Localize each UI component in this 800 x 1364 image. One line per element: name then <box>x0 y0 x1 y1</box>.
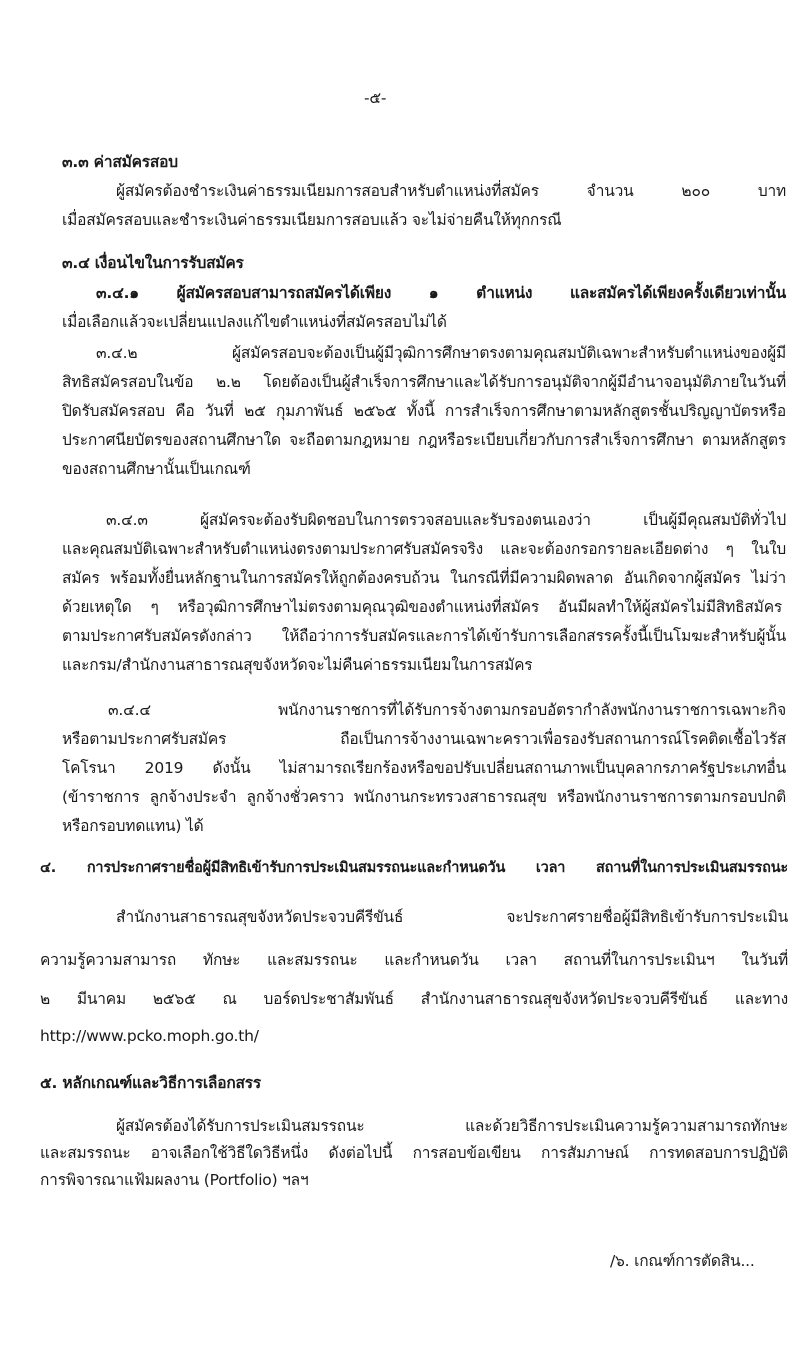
website-url: http://www.pcko.moph.go.th/ <box>40 1027 259 1045</box>
section-5-heading: ๕. หลักเกณฑ์และวิธีการเลือกสรร <box>40 1074 262 1092</box>
paragraph-line: ๓.๔.๔ พนักงานราชการที่ได้รับการจ้างตามกรอบอัตรากำลังพนักงานราชการเฉพาะกิจ <box>108 701 786 719</box>
section-4-heading: ๔. การประกาศรายชื่อผู้มีสิทธิเข้ารับการประเมินสมรรถนะและกำหนดวัน เวลา สถานที่ในการประเมินสมรรถนะ <box>40 860 788 876</box>
paragraph-line: (ข้าราชการ ลูกจ้างประจำ ลูกจ้างชั่วคราว พนักงานกระทรวงสาธารณสุข หรือพนักงานราชการตามกรอบปกติ <box>62 788 786 806</box>
paragraph-line: ตามประกาศรับสมัครดังกล่าว ให้ถือว่าการรับสมัครและการได้เข้ารับการเลือกสรรครั้งนี้เป็นโมฆะสำหรับผู้นั้น <box>62 627 786 645</box>
paragraph-line: เมื่อเลือกแล้วจะเปลี่ยนแปลงแก้ไขตำแหน่งที่สมัครสอบไม่ได้ <box>62 313 447 331</box>
section-3-4-heading: ๓.๔ เงื่อนไขในการรับสมัคร <box>62 254 244 272</box>
paragraph-line: ๓.๔.๑ ผู้สมัครสอบสามารถสมัครได้เพียง ๑ ตำแหน่ง และสมัครได้เพียงครั้งเดียวเท่านั้น <box>96 284 786 302</box>
section-3-3-heading: ๓.๓ ค่าสมัครสอบ <box>62 153 178 171</box>
paragraph-line: ความรู้ความสามารถ ทักษะ และสมรรถนะ และกำหนดวัน เวลา สถานที่ในการประเมินฯ ในวันที่ <box>40 951 788 969</box>
paragraph-line: หรือกรอบทดแทน) ได้ <box>62 817 204 835</box>
page-number: -๕- <box>364 89 387 107</box>
paragraph-line: เมื่อสมัครสอบและชำระเงินค่าธรรมเนียมการสอบแล้ว จะไม่จ่ายคืนให้ทุกกรณี <box>62 211 562 229</box>
paragraph-line: การพิจารณาแฟ้มผลงาน (Portfolio) ฯลฯ <box>40 1171 309 1189</box>
paragraph-line: ของสถานศึกษานั้นเป็นเกณฑ์ <box>62 460 251 478</box>
continuation-note: /๖. เกณฑ์การตัดสิน... <box>610 1252 755 1270</box>
paragraph-line: ๓.๔.๓ ผู้สมัครจะต้องรับผิดชอบในการตรวจสอบและรับรองตนเองว่า เป็นผู้มีคุณสมบัติทั่วไป <box>106 511 786 529</box>
paragraph-line: และคุณสมบัติเฉพาะสำหรับตำแหน่งตรงตามประกาศรับสมัครจริง และจะต้องกรอกรายละเอียดต่าง ๆ ในใบ <box>62 540 786 558</box>
paragraph-line: สิทธิสมัครสอบในข้อ ๒.๒ โดยต้องเป็นผู้สำเร็จการศึกษาและได้รับการอนุมัติจากผู้มีอำนาจอนุมัติภายในวันที่ <box>62 373 786 391</box>
paragraph-line: ปิดรับสมัครสอบ คือ วันที่ ๒๕ กุมภาพันธ์ ๒๕๖๕ ทั้งนี้ การสำเร็จการศึกษาตามหลักสูตรชั้นปริญญาบัตรหรือ <box>62 402 786 420</box>
paragraph-line: สำนักงานสาธารณสุขจังหวัดประจวบคีรีขันธ์ จะประกาศรายชื่อผู้มีสิทธิเข้ารับการประเมิน <box>116 908 788 926</box>
paragraph-line: ๓.๔.๒ ผู้สมัครสอบจะต้องเป็นผู้มีวุฒิการศึกษาตรงตามคุณสมบัติเฉพาะสำหรับตำแหน่งของผู้มี <box>96 344 786 362</box>
paragraph-line: ประกาศนียบัตรของสถานศึกษาใด จะถือตามกฎหมาย กฎหรือระเบียบเกี่ยวกับการสำเร็จการศึกษา ตามหลักสูตร <box>62 431 786 449</box>
paragraph-line: ผู้สมัครต้องได้รับการประเมินสมรรถนะ และด้วยวิธีการประเมินความรู้ความสามารถทักษะ <box>116 1117 788 1135</box>
paragraph-line: และกรม/สำนักงานสาธารณสุขจังหวัดจะไม่คืนค่าธรรมเนียมในการสมัคร <box>62 656 533 674</box>
paragraph-line: โคโรนา 2019 ดังนั้น ไม่สามารถเรียกร้องหรือขอปรับเปลี่ยนสถานภาพเป็นบุคลากรภาครัฐประเภทอื่น <box>62 759 786 777</box>
paragraph-line: ผู้สมัครต้องชำระเงินค่าธรรมเนียมการสอบสำหรับตำแหน่งที่สมัคร จำนวน ๒๐๐ บาท <box>116 182 786 200</box>
paragraph-line: ด้วยเหตุใด ๆ หรือวุฒิการศึกษาไม่ตรงตามคุณวุฒิของตำแหน่งที่สมัคร อันมีผลทำให้ผู้สมัครไม่มีสิทธิสมัคร <box>62 598 782 616</box>
paragraph-line: หรือตามประกาศรับสมัคร ถือเป็นการจ้างงานเฉพาะคราวเพื่อรองรับสถานการณ์โรคติดเชื้อไวรัส <box>62 730 786 748</box>
paragraph-line: และสมรรถนะ อาจเลือกใช้วิธีใดวิธีหนึ่ง ดังต่อไปนี้ การสอบข้อเขียน การสัมภาษณ์ การทดสอบการปฏิบัติ <box>40 1144 788 1162</box>
paragraph-line: ๒ มีนาคม ๒๕๖๕ ณ บอร์ดประชาสัมพันธ์ สำนักงานสาธารณสุขจังหวัดประจวบคีรีขันธ์ และทาง <box>40 990 788 1008</box>
paragraph-line: สมัคร พร้อมทั้งยื่นหลักฐานในการสมัครให้ถูกต้องครบถ้วน ในกรณีที่มีความผิดพลาด อันเกิดจากผู้สมัคร ไม่ว่า <box>62 569 786 587</box>
